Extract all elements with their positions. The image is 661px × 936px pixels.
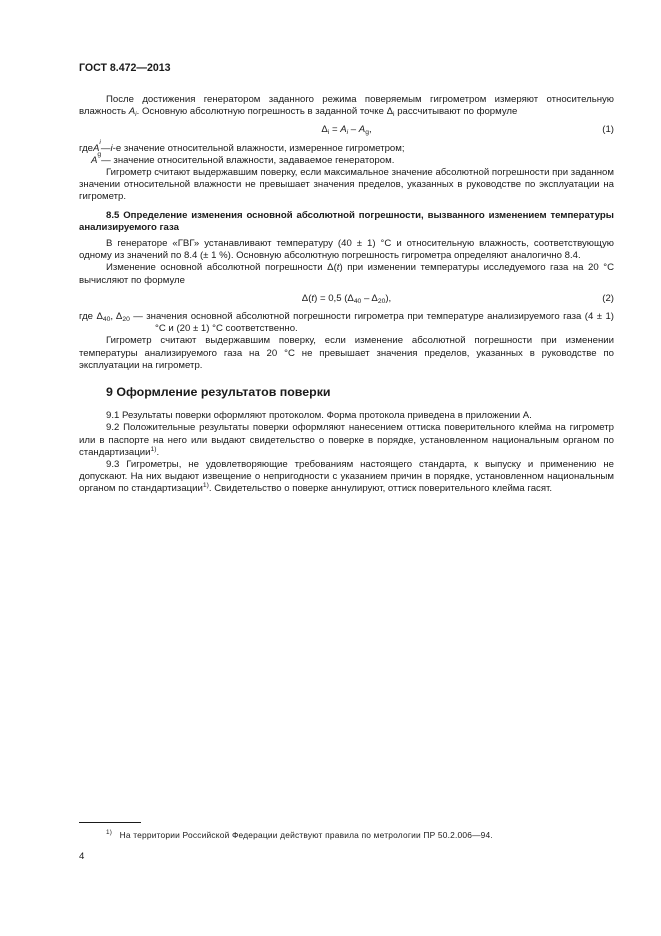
definition-ai: где A i — i -е значение относительной влажности, измеренное гигрометром;	[79, 138, 405, 154]
paragraph-temperature-change: Изменение основной абсолютной погрешности Δ(t) при изменении температуры исследуемого газа на 20 °C вычисляют по формуле	[79, 262, 614, 286]
formula-1-number: (1)	[602, 124, 614, 136]
formula-2	[79, 293, 614, 305]
definition-ag: A g — значение относительной влажности, задаваемое генератором.	[91, 150, 395, 166]
document-code-header: ГОСТ 8.472—2013	[79, 62, 171, 74]
section-8-5-heading: 8.5 Определение изменения основной абсолютной погрешности, вызванного изменением температуры анализируемого газа	[79, 209, 614, 233]
formula-1-definitions	[79, 138, 614, 167]
paragraph-pass-criterion-1: Гигрометр считают выдержавшим поверку, если максимальное значение абсолютной погрешности при заданном значении относительной влажности не превышает значения пределов, указанных в руководстве по эксплуатации на гигрометр.	[79, 167, 614, 203]
paragraph-9-3: 9.3 Гигрометры, не удовлетворяющие требованиям настоящего стандарта, к выпуску и применению не допускают. На них выдают извещение о непригодности с указанием причин в порядке, установленном национальным органом по стандартизации$^{1)}$. Свидетельство о поверке аннулируют, оттиск поверительного клейма гасят.	[79, 459, 614, 495]
paragraph-measurement: После достижения генератором заданного режима поверяемым гигрометром измеряют относительную влажность $A_i$. Основную абсолютную погрешность в заданной точке $\Delta_i$ рассчитывают по формуле	[79, 94, 614, 119]
footnote-ref: 1)	[150, 445, 157, 453]
formula-1	[79, 124, 614, 136]
footnote-ref: 1)	[202, 482, 209, 490]
formula-2-expression: Δ(t) = 0,5 $(\Delta_{40} - \Delta_{20})$,	[301, 292, 392, 305]
paragraph-generator-setup: В генераторе «ГВГ» устанавливают температуру (40 ± 1) °C и относительную влажность, соответствующую одному из значений по 8.4 (± 1 %). Основную абсолютную погрешность гигрометра определяют аналогично 8.4.	[79, 238, 614, 262]
formula-2-definitions: где $\Delta_{40}$, $\Delta_{20}$ — значения основной абсолютной погрешности гигрометра при температуре анализируемого газа (4 ± 1) °C и (20 ± 1) °C соответственно.	[79, 311, 614, 335]
paragraph-pass-criterion-2: Гигрометр считают выдержавшим поверку, если изменение абсолютной погрешности при изменении температуры анализируемого газа на 20 °C не превышает значения пределов, указанных в руководстве по эксплуатации на гигрометр.	[79, 335, 614, 371]
page-body	[79, 94, 614, 496]
paragraph-9-2: 9.2 Положительные результаты поверки оформляют нанесением оттиска поверительного клейма на гигрометр или в паспорте на него или выдают свидетельство о поверке в порядке, установленном национальным органом по стандартизации$^{1)}$.	[79, 422, 614, 458]
formula-1-expression: $\Delta_i = A_i - A_g$,	[321, 124, 372, 137]
section-9-heading: 9 Оформление результатов поверки	[106, 385, 331, 400]
footnote-separator	[79, 822, 141, 823]
footnote: $^{1)}$ На территории Российской Федерации действуют правила по метрологии ПР 50.2.006—94.	[106, 829, 493, 840]
formula-2-number: (2)	[602, 292, 614, 304]
page-number: 4	[79, 851, 85, 862]
paragraph-9-1: 9.1 Результаты поверки оформляют протоколом. Форма протокола приведена в приложении А.	[106, 410, 532, 422]
